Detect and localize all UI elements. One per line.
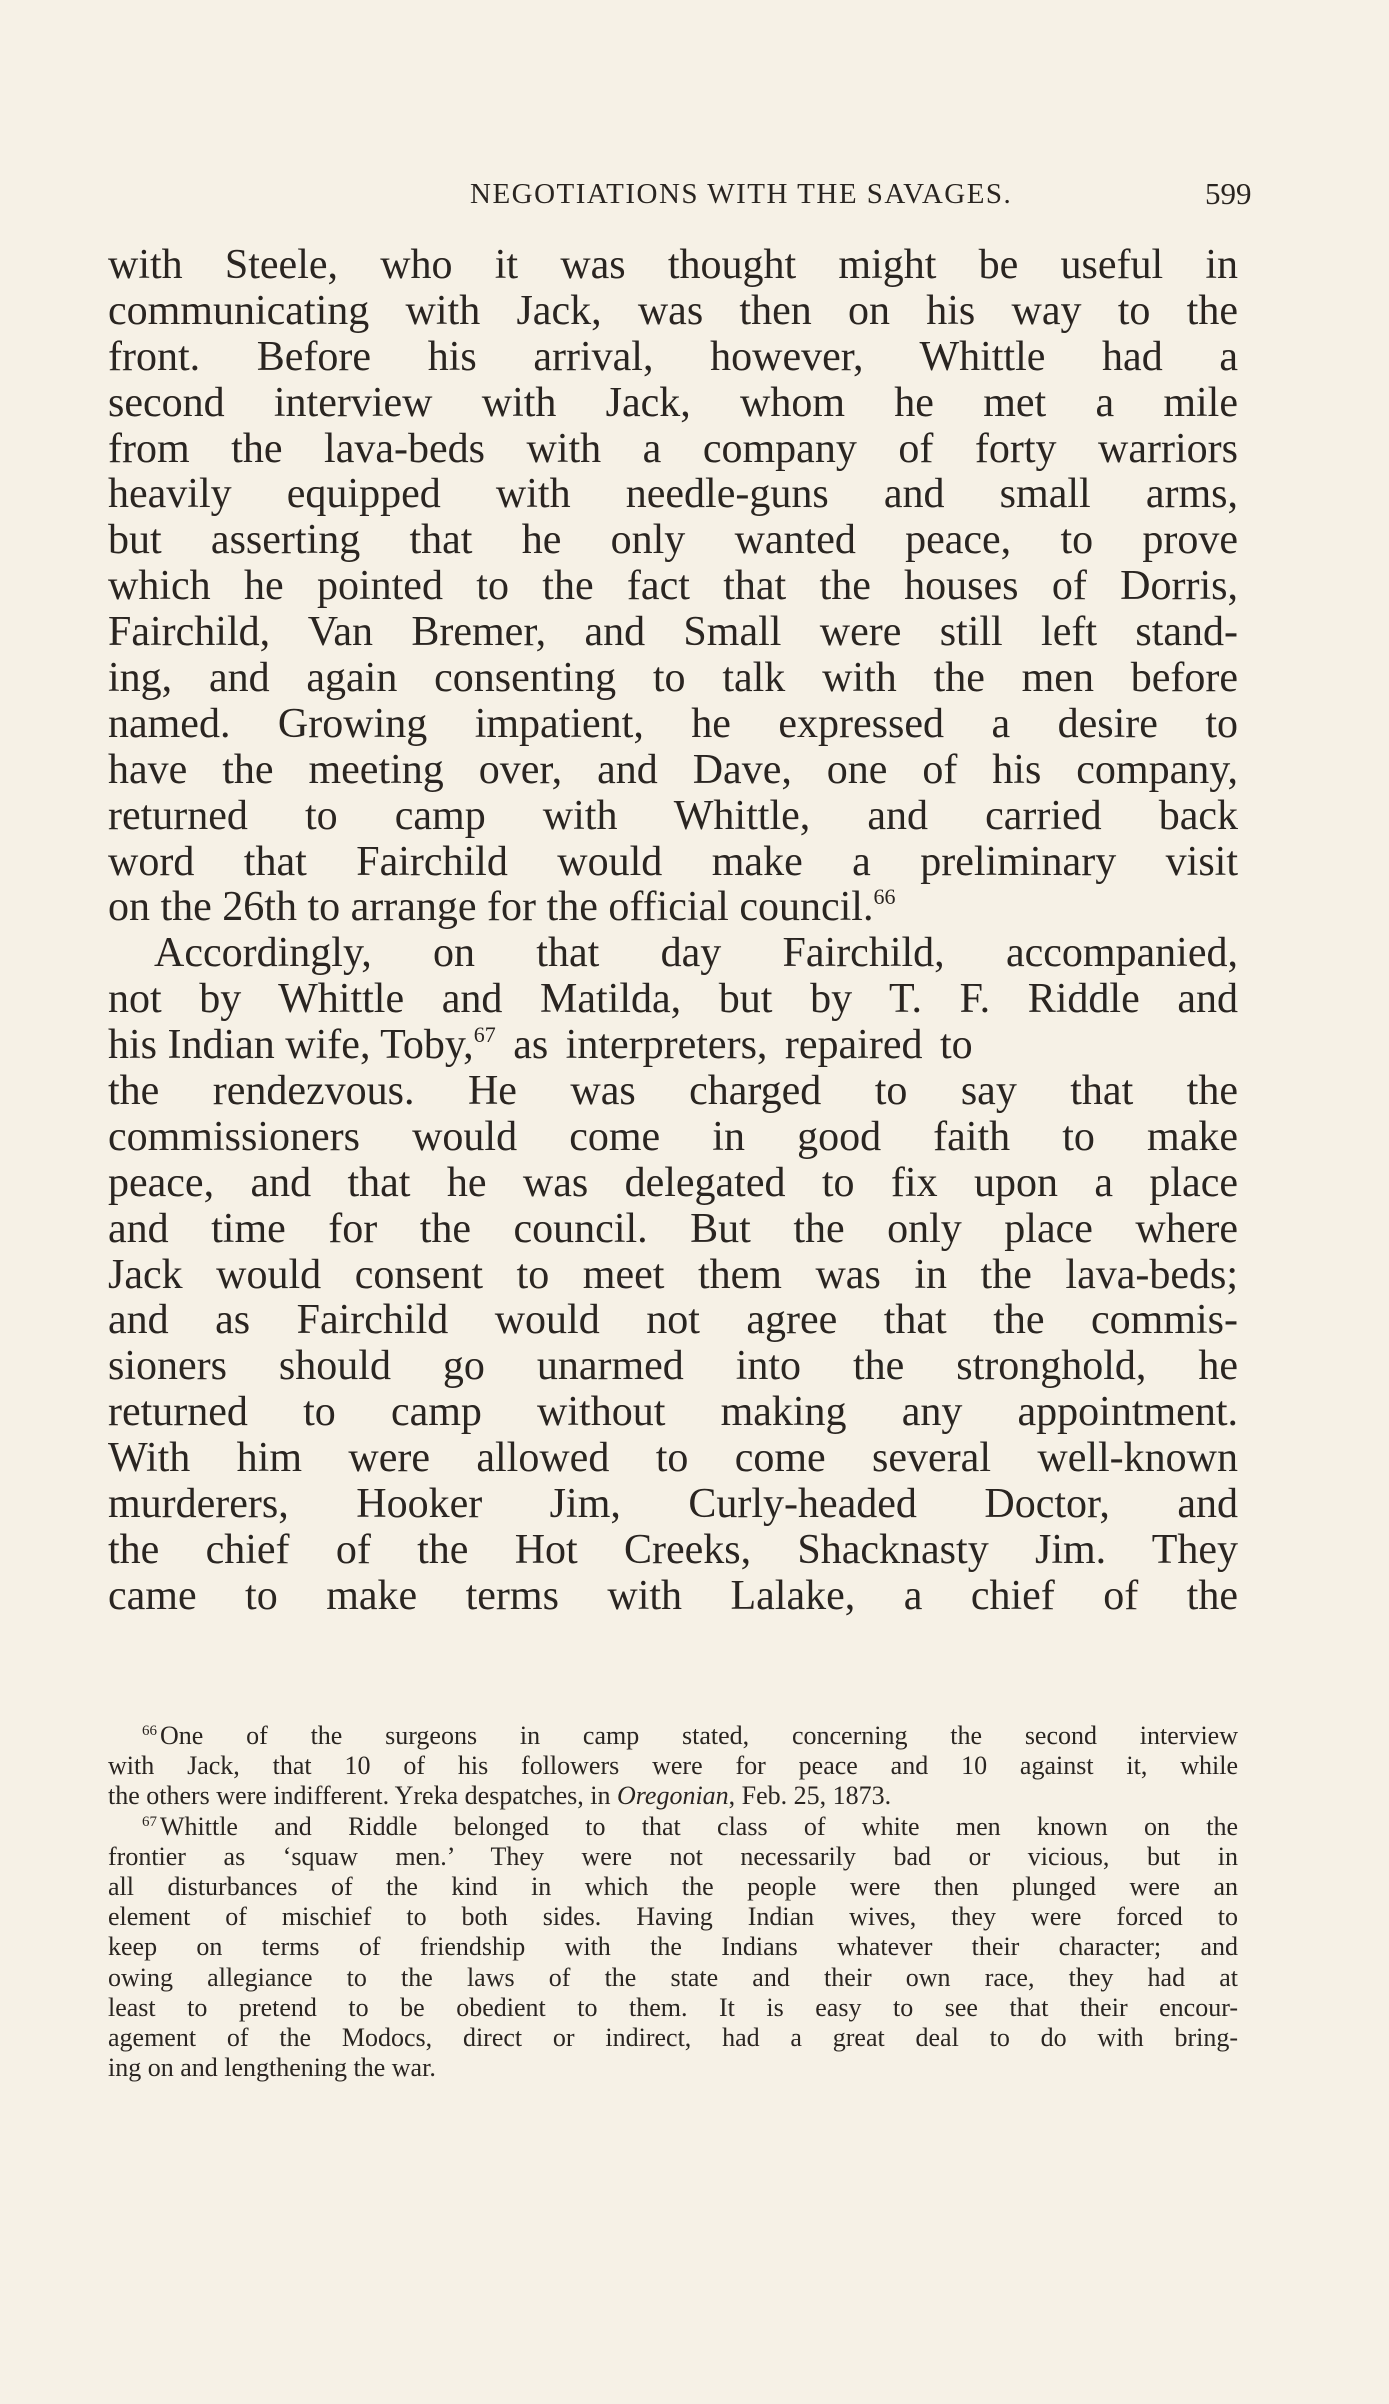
footnote-67-mark: 67	[142, 1813, 157, 1830]
text-line: communicating with Jack, was then on his way to the	[108, 287, 1238, 334]
text-line: not by Whittle and Matilda, but by T. F. Riddle and	[108, 976, 1238, 1023]
footnote-source-title: Oregonian	[616, 1781, 729, 1811]
footnote-67-line: element of mischief to both sides. Having Indian wives, they were forced to	[108, 1902, 1238, 1932]
text-line: have the meeting over, and Dave, one of his company,	[108, 746, 1238, 793]
text-line: commissioners would come in good faith to make	[108, 1113, 1238, 1160]
footnote-67-line: owing allegiance to the laws of the state and their own race, they had at	[108, 1962, 1238, 1992]
text-segment: his Indian wife, Toby,	[108, 1022, 474, 1069]
text-line: front. Before his arrival, however, Whittle had a	[108, 333, 1238, 380]
text-line: returned to camp without making any appointment.	[108, 1389, 1238, 1436]
text-line: word that Fairchild would make a preliminary visit	[108, 838, 1238, 885]
page-number: 599	[1205, 176, 1252, 211]
text-segment: on the 26th to arrange for the official council.	[108, 884, 874, 931]
text-line: heavily equipped with needle-guns and small arms,	[108, 471, 1238, 518]
text-line: murderers, Hooker Jim, Curly-headed Doctor, and	[108, 1481, 1238, 1528]
footnote-67-line: all disturbances of the kind in which the people were then plunged were an	[108, 1871, 1238, 1901]
text-segment: as interpreters, repaired to	[495, 1022, 973, 1069]
paragraph-start-line: Accordingly, on that day Fairchild, accompanied,	[154, 930, 1238, 977]
text-line: sioners should go unarmed into the stronghold, he	[108, 1343, 1238, 1390]
footnote-text: One of the surgeons in camp stated, concerning the second interview	[160, 1721, 1238, 1750]
footnote-66-line	[108, 1721, 1238, 1751]
text-line: which he pointed to the fact that the houses of Dorris,	[108, 563, 1238, 610]
footnote-67-line: ing on and lengthening the war.	[108, 2053, 436, 2083]
footnote-66-mark: 66	[142, 1723, 157, 1739]
footnote-67-line: least to pretend to be obedient to them. It is easy to see that their encour-	[108, 1992, 1238, 2022]
text-line: Fairchild, Van Bremer, and Small were still left stand-	[108, 609, 1238, 656]
footnote-text: Whittle and Riddle belonged to that class of white men known on the	[160, 1811, 1238, 1841]
footnote-ref-67[interactable]: 67	[473, 1022, 496, 1048]
text-line: second interview with Jack, whom he met a mile	[108, 379, 1238, 426]
footnote-67-line	[108, 1812, 1238, 1842]
text-line	[108, 885, 1238, 931]
text-line: with Steele, who it was thought might be useful in	[108, 242, 1238, 288]
text-line: ing, and again consenting to talk with the men before	[108, 655, 1238, 702]
text-line: from the lava-beds with a company of forty warriors	[108, 425, 1238, 472]
running-head	[0, 178, 1389, 218]
footnote-67-line: frontier as ‘squaw men.’ They were not necessarily bad or vicious, but in	[108, 1841, 1238, 1871]
footnote-66-line	[108, 1781, 1238, 1811]
text-line: came to make terms with Lalake, a chief of the	[108, 1572, 1238, 1619]
footnote-67-line: agement of the Modocs, direct or indirect, had a great deal to do with bring-	[108, 2022, 1238, 2052]
text-line: the rendezvous. He was charged to say that the	[108, 1068, 1238, 1115]
text-line: the chief of the Hot Creeks, Shacknasty Jim. They	[108, 1526, 1238, 1573]
footnote-66-line: with Jack, that 10 of his followers were for peace and 10 against it, while	[108, 1751, 1238, 1781]
footnotes	[108, 1721, 1238, 2083]
body-text	[108, 243, 1238, 1620]
text-line: but asserting that he only wanted peace, to prove	[108, 517, 1238, 564]
running-title: NEGOTIATIONS WITH THE SAVAGES.	[470, 178, 1013, 210]
text-line: and as Fairchild would not agree that the commis-	[108, 1297, 1238, 1344]
text-line: returned to camp with Whittle, and carried back	[108, 792, 1238, 839]
text-line: Jack would consent to meet them was in the lava-beds;	[108, 1251, 1238, 1298]
footnote-text: , Feb. 25, 1873.	[728, 1781, 892, 1811]
footnote-text: the others were indifferent. Yreka despatches, in	[108, 1781, 617, 1811]
text-line: named. Growing impatient, he expressed a desire to	[108, 700, 1238, 747]
footnote-67-line: keep on terms of friendship with the Indians whatever their character; and	[108, 1932, 1238, 1962]
footnote-ref-66[interactable]: 66	[873, 884, 896, 910]
text-line	[108, 1023, 1238, 1069]
text-line: and time for the council. But the only place where	[108, 1205, 1238, 1252]
text-line: peace, and that he was delegated to fix upon a place	[108, 1159, 1238, 1206]
text-line: With him were allowed to come several well-known	[108, 1435, 1238, 1482]
